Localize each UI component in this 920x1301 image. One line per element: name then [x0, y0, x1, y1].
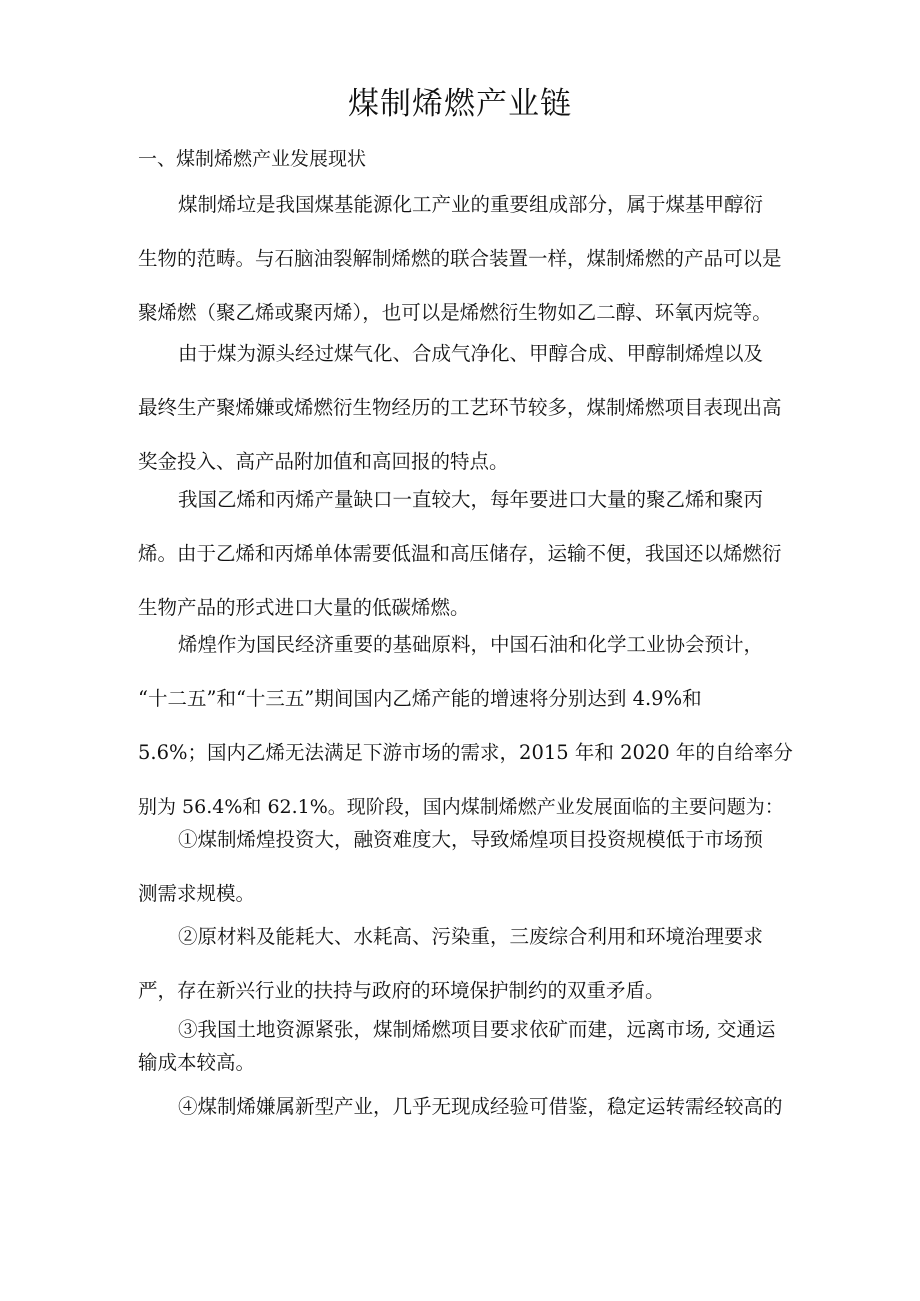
paragraph-8: [138, 1080, 798, 1134]
document-title: 煤制烯燃产业链: [348, 86, 572, 122]
paragraph-line: 聚烯燃（聚乙烯或聚丙烯），也可以是烯燃衍生物如乙二醇、环氧丙烷等。: [138, 301, 772, 324]
paragraph-line: 生物产品的形式进口大量的低碳烯燃。: [138, 596, 470, 619]
paragraph-line: 5.6%；国内乙烯无法满足下游市场的需求，2015 年和 2020 年的自给率分: [138, 741, 793, 764]
section-heading: 一、煤制烯燃产业发展现状: [138, 148, 367, 170]
paragraph-line: 烯。由于乙烯和丙烯单体需要低温和高压储存，运输不便，我国还以烯燃衍: [138, 542, 782, 565]
paragraph-line: 我国乙烯和丙烯产量缺口一直较大，每年要进口大量的聚乙烯和聚丙: [178, 488, 764, 511]
paragraph-line: 烯煌作为国民经济重要的基础原料，中国石油和化学工业协会预计，: [178, 633, 764, 656]
paragraph-3: [138, 473, 798, 635]
paragraph-5: [138, 813, 798, 921]
paragraph-line: 别为 56.4%和 62.1%。现阶段，国内煤制烯燃产业发展面临的主要问题为：: [138, 796, 784, 818]
paragraph-line: 测需求规模。: [138, 882, 256, 905]
paragraph-line: ③我国土地资源紧张，煤制烯燃项目要求依矿而建，远离市场, 交通运: [178, 1018, 776, 1041]
paragraph-line: 生物的范畴。与石脑油裂解制烯燃的联合装置一样，煤制烯燃的产品可以是: [138, 247, 782, 270]
paragraph-2: [138, 327, 798, 489]
paragraph-line: ②原材料及能耗大、水耗高、污染重，三废综合利用和环境治理要求: [178, 925, 764, 948]
paragraph-1: [138, 178, 798, 340]
paragraph-line: 由于煤为源头经过煤气化、合成气净化、甲醇合成、甲醇制烯煌以及: [178, 342, 764, 365]
paragraph-line: ④煤制烯嫌属新型产业，几乎无现成经验可借鉴，稳定运转需经较高的: [178, 1095, 783, 1118]
paragraph-line: 奖金投入、高产品附加值和高回报的特点。: [138, 450, 509, 473]
paragraph-line: 严，存在新兴行业的扶持与政府的环境保护制约的双重矛盾。: [138, 979, 665, 1002]
paragraph-line: 输成本较高。: [138, 1051, 256, 1074]
paragraph-line: ①煤制烯煌投资大，融资难度大，导致烯煌项目投资规模低于市场预: [178, 828, 764, 851]
paragraph-7: [138, 1013, 798, 1079]
paragraph-line: “十二五”和“十三五”期间国内乙烯产能的增速将分别达到 4.9%和: [138, 687, 702, 710]
paragraph-6: [138, 910, 798, 1018]
paragraph-4: [138, 618, 798, 834]
paragraph-line: 最终生产聚烯嫌或烯燃衍生物经历的工艺环节较多，煤制烯燃项目表现出高: [138, 396, 782, 419]
paragraph-line: 煤制烯垃是我国煤基能源化工产业的重要组成部分，属于煤基甲醇衍: [178, 193, 764, 216]
